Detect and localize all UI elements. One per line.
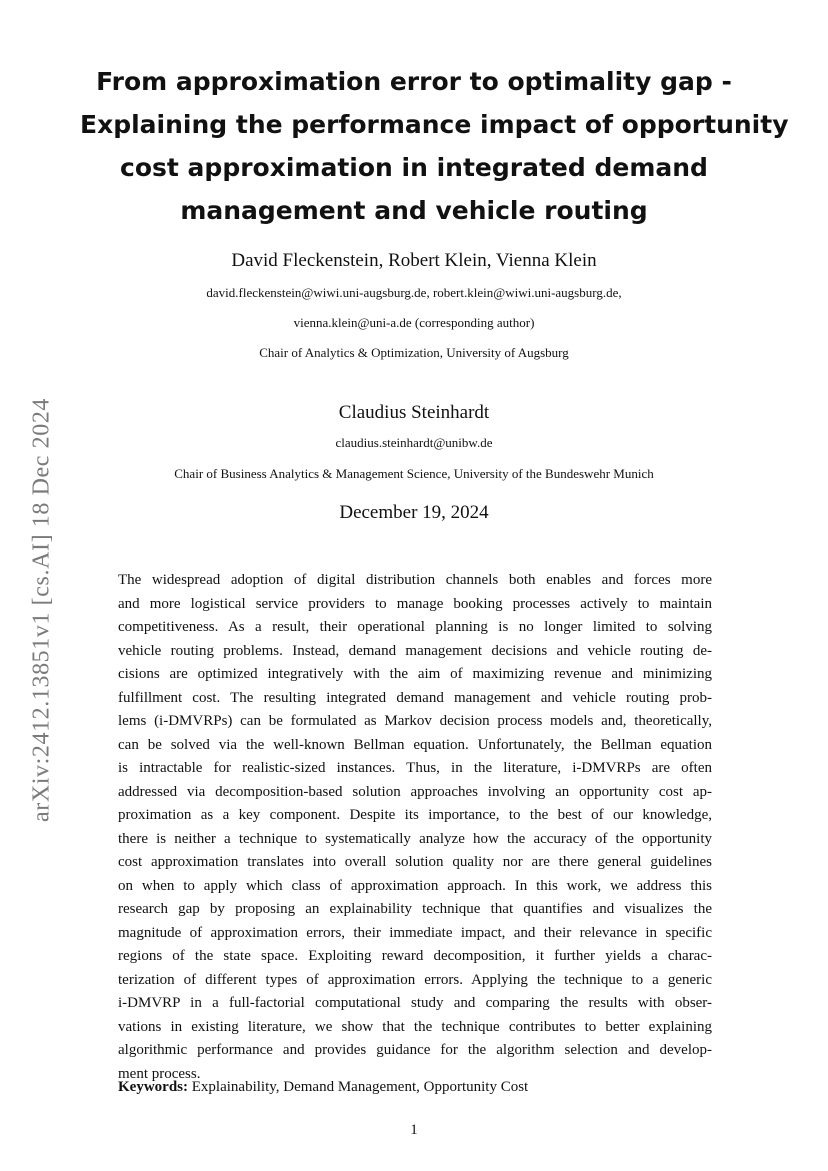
abstract <box>118 569 712 1086</box>
keywords-text: Explainability, Demand Management, Opportunity Cost <box>191 1079 529 1095</box>
abstract-line: terization of different types of approximation errors. Applying the technique to a generic <box>118 971 712 988</box>
publication-date: December 19, 2024 <box>339 502 489 523</box>
title-line: cost approximation in integrated demand <box>120 153 708 182</box>
abstract-line: vations in existing literature, we show that the technique contributes to better explaining <box>118 1018 712 1035</box>
arxiv-identifier: arXiv:2412.13851v1 [cs.AI] 18 Dec 2024 <box>28 397 55 823</box>
abstract-line: cost approximation translates into overall solution quality nor are there general guidelines <box>118 854 712 870</box>
abstract-line: algorithmic performance and provides guidance for the algorithm selection and develop- <box>118 1042 712 1058</box>
abstract-line: proximation as a key component. Despite its importance, to the best of our knowledge, <box>118 807 712 823</box>
abstract-line: on when to apply which class of approximation approach. In this work, we address this <box>118 877 712 894</box>
paper-title <box>80 60 789 232</box>
abstract-line: addressed via decomposition-based solution approaches involving an opportunity cost ap- <box>118 783 712 800</box>
page-number: 1 <box>410 1122 418 1138</box>
abstract-line: can be solved via the well-known Bellman equation. Unfortunately, the Bellman equation <box>118 736 712 753</box>
abstract-line: i-DMVRP in a full-factorial computational study and comparing the results with obser- <box>118 995 712 1011</box>
abstract-line: ment process. <box>118 1065 201 1082</box>
second-affiliation: Chair of Business Analytics & Management Science, University of the Bundeswehr Munich <box>174 466 654 481</box>
abstract-line: vehicle routing problems. Instead, demand management decisions and vehicle routing de- <box>118 642 712 659</box>
abstract-line: there is neither a technique to systematically analyze how the accuracy of the opportunity <box>118 830 712 847</box>
abstract-line: and more logistical service providers to manage booking processes actively to maintain <box>118 595 712 612</box>
second-author: Claudius Steinhardt <box>338 402 490 423</box>
abstract-line: The widespread adoption of digital distribution channels both enables and forces more <box>118 572 712 588</box>
abstract-line: competitiveness. As a result, their operational planning is no longer limited to solving <box>118 619 712 635</box>
abstract-line: lems (i-DMVRPs) can be formulated as Markov decision process models and, theoretically, <box>118 713 712 729</box>
title-line: management and vehicle routing <box>180 196 648 225</box>
affiliation: Chair of Analytics & Optimization, University of Augsburg <box>259 345 569 360</box>
abstract-line: cisions are optimized integratively with the aim of maximizing revenue and minimizing <box>118 666 712 682</box>
author-list: David Fleckenstein, Robert Klein, Vienna Klein <box>231 250 597 271</box>
abstract-line: is intractable for realistic-sized instances. Thus, in the literature, i-DMVRPs are often <box>118 760 712 776</box>
keywords-label: Keywords: <box>118 1079 188 1095</box>
abstract-line: fulfillment cost. The resulting integrated demand management and vehicle routing prob- <box>118 689 712 706</box>
author-emails-continued: vienna.klein@uni-a.de (corresponding author) <box>293 315 535 330</box>
abstract-line: regions of the state space. Exploiting reward decomposition, it further yields a charac- <box>118 948 712 964</box>
author-emails: david.fleckenstein@wiwi.uni-augsburg.de, robert.klein@wiwi.uni-augsburg.de, <box>206 285 622 300</box>
second-author-email: claudius.steinhardt@unibw.de <box>335 435 493 450</box>
title-line: From approximation error to optimality gap - <box>96 67 732 96</box>
abstract-line: magnitude of approximation errors, their immediate impact, and their relevance in specific <box>118 924 712 941</box>
keywords <box>118 1076 528 1098</box>
abstract-line: research gap by proposing an explainability technique that quantifies and visualizes the <box>118 901 712 917</box>
title-line: Explaining the performance impact of opportunity <box>80 110 789 139</box>
